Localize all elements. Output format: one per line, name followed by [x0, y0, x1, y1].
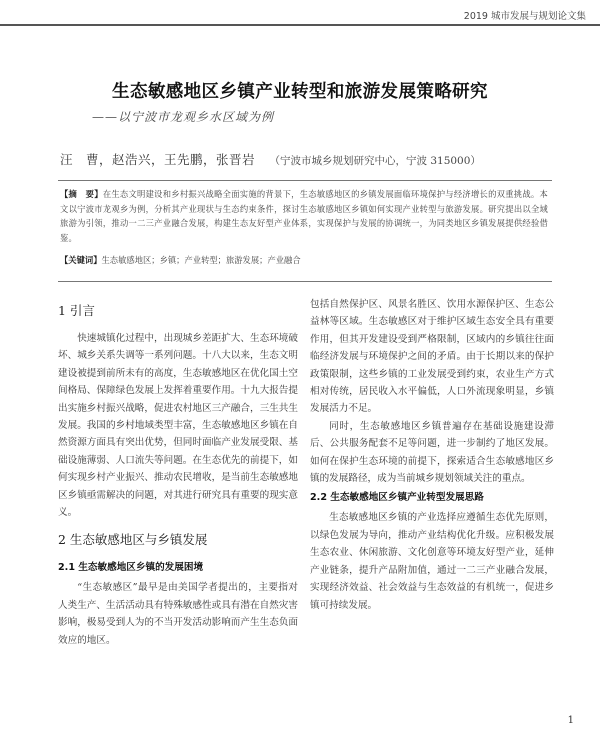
section-2-2-heading: 2.2 生态敏感地区乡镇产业转型发展思路 — [310, 492, 484, 504]
page-number: 1 — [567, 715, 574, 726]
authors: 汪 曹，赵浩兴，王先鹏，张晋岩 — [60, 152, 256, 167]
section-2-1-paragraph: “生态敏感区”最早是由美国学者提出的，主要指对人类生产、生活活动具有特殊敏感性或具有潜在自然灾害影响，极易受到人为的不当开发活动影响而产生生态负面效应的地区。 — [58, 582, 298, 646]
section-1-paragraph: 快速城镇化过程中，出现城乡差距扩大、生态环境破坏、城乡关系失调等一系列问题。十八大以来，生态文明建设被提到前所未有的高度，生态敏感地区在优化国土空间格局、保障绿色发展上发挥着重要作用。十九大报告提出实施乡村振兴战略，促进农村地区三产融合，三生共生发展。我国的乡村地域类型丰富，生态敏感地区乡镇在自然资源方面具有突出优势，但同时面临产业发展受限、基础设施薄弱、人口流失等问题。在生态优先的前提下，如何实现乡村产业振兴、推动农民增收，是当前生态敏感地区乡镇亟需解决的问题，对其进行研究具有重要的现实意义。 — [58, 333, 298, 519]
abstract-label: 【摘 要】 — [60, 189, 103, 199]
paper-subtitle: ——以宁波市龙观乡水区域为例 — [92, 110, 275, 124]
right-paragraph-2: 同时，生态敏感地区乡镇普遍存在基础设施建设滞后、公共服务配套不足等问题，进一步制约了地区发展。如何在保护生态环境的前提下，探索适合生态敏感地区乡镇的发展路径，成为当前城乡规划领域关注的重点。 — [310, 420, 554, 485]
keywords — [60, 253, 548, 267]
left-column — [58, 296, 298, 649]
abstract-text: 在生态文明建设和乡村振兴战略全面实施的背景下，生态敏感地区的乡镇发展面临环境保护与经济增长的双重挑战。本文以宁波市龙观乡为例，分析其产业现状与生态约束条件，探讨生态敏感地区乡镇如何实现产业转型与旅游发展。研究提出以全域旅游为引领，推动一二三产业融合发展，构建生态友好型产业体系，实现保护与发展的协调统一，为同类地区乡镇发展提供经验借鉴。 — [60, 189, 548, 243]
right-column — [310, 296, 554, 614]
paper-title: 生态敏感地区乡镇产业转型和旅游发展策略研究 — [112, 82, 488, 102]
author-line — [60, 150, 481, 168]
abstract — [60, 187, 548, 245]
section-2-heading: 2 生态敏感地区与乡镇发展 — [58, 532, 208, 548]
section-2-2-paragraph: 生态敏感地区乡镇的产业选择应遵循生态优先原则，以绿色发展为导向，推动产业结构优化升级。应积极发展生态农业、休闲旅游、文化创意等环境友好型产业，延伸产业链条，提升产品附加值，通过一二三产业融合发展，实现经济效益、社会效益与生态效益的有机统一，促进乡镇可持续发展。 — [310, 512, 554, 611]
running-header — [0, 0, 600, 28]
right-paragraph-1: 包括自然保护区、风景名胜区、饮用水源保护区、生态公益林等区域。生态敏感区对于维护区域生态安全具有重要作用，但其开发建设受到严格限制，区域内的乡镇往往面临经济发展与环境保护之间的矛盾。由于长期以来的保护政策限制，这些乡镇的工业发展受到约束，农业生产方式相对传统，居民收入水平偏低，人口外流现象明显，乡镇发展活力不足。 — [310, 299, 554, 415]
header-rule — [0, 24, 600, 26]
section-1-heading: 1 引言 — [58, 303, 95, 318]
abstract-box — [58, 180, 552, 282]
affiliation: （宁波市城乡规划研究中心，宁波 315000） — [269, 155, 481, 167]
keywords-text: 生态敏感地区；乡镇；产业转型；旅游发展；产业融合 — [101, 255, 301, 265]
keywords-label: 【关键词】 — [60, 255, 102, 265]
section-2-1-heading: 2.1 生态敏感地区乡镇的发展困境 — [58, 562, 204, 574]
running-title: 2019 城市发展与规划论文集 — [463, 11, 586, 22]
